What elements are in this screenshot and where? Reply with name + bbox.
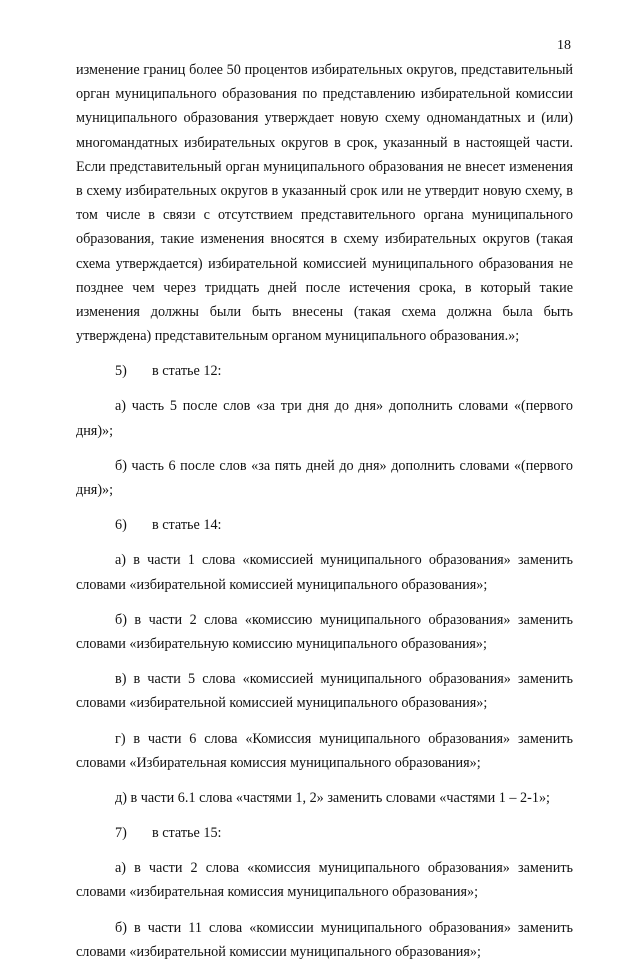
item-6-heading — [76, 513, 573, 537]
item-5-a — [76, 394, 573, 442]
text-line: дня)»; — [76, 422, 114, 439]
text-line: изменение границ более 50 процентов избирательных округов, представительный — [76, 62, 573, 78]
item-7-a — [76, 856, 573, 904]
item-text: в статье 15: — [152, 825, 222, 842]
text-line: б) в части 2 слова «комиссию муниципального образования» заменить — [115, 611, 573, 628]
text-line: а) в части 2 слова «комиссия муниципального образования» заменить — [115, 860, 573, 877]
item-6-b — [76, 608, 573, 656]
item-7-b — [76, 916, 573, 964]
text-line: словами «избирательной комиссией муниципального образования»; — [76, 695, 488, 712]
text-line: г) в части 6 слова «Комиссия муниципального образования» заменить — [115, 730, 573, 747]
text-line: б) в части 11 слова «комиссии муниципального образования» заменить — [115, 919, 573, 936]
text-line: муниципального образования утверждает новую схему одномандатных и (или) — [76, 110, 573, 127]
text-line: изменения должны были быть внесены (такая схема должна была быть — [76, 303, 573, 320]
text-line: словами «избирательная комиссия муниципального образования»; — [76, 884, 479, 901]
text-line: словами «избирательную комиссию муниципального образования»; — [76, 635, 487, 652]
text-line: в) в части 5 слова «комиссией муниципального образования» заменить — [115, 671, 573, 688]
page-number: 18 — [557, 38, 571, 53]
paragraph-continuation — [76, 58, 573, 348]
item-number: 6) — [115, 517, 127, 534]
text-line: схема утверждается) избирательной комиссией муниципального образования не — [76, 255, 573, 272]
item-6-d: д) в части 6.1 слова «частями 1, 2» заменить словами «частями 1 – 2-1»; — [115, 789, 550, 806]
text-line: том числе в связи с отсутствием представительного органа муниципального — [76, 207, 573, 224]
text-line: в схему избирательных округов в указанный срок или не утвердит новую схему, в — [76, 182, 573, 199]
text-line: словами «избирательной комиссией муниципального образования»; — [76, 576, 488, 593]
text-line: Если представительный орган муниципального образования не внесет изменения — [76, 158, 573, 175]
text-line: словами «избирательной комиссии муниципального образования»; — [76, 943, 481, 960]
text-line: орган муниципального образования по представлению избирательной комиссии — [76, 86, 573, 103]
item-6-g — [76, 727, 573, 775]
text-line: дня)»; — [76, 482, 114, 498]
text-line: позднее чем через тридцать дней после истечения срока, в который такие — [76, 279, 573, 296]
text-line: многомандатных избирательных округов в срок, указанный в настоящей части. — [76, 134, 573, 151]
item-text: в статье 12: — [152, 363, 222, 380]
item-text: в статье 14: — [152, 517, 222, 534]
item-number: 7) — [115, 825, 127, 842]
text-line: утверждена) представительным органом муниципального образования.»; — [76, 328, 520, 345]
item-5-heading — [76, 359, 573, 383]
text-line: образования, такие изменения вносятся в схему избирательных округов (такая — [76, 231, 573, 248]
item-number: 5) — [115, 363, 127, 380]
text-line: б) часть 6 после слов «за пять дней до дня» дополнить словами «(первого — [115, 457, 573, 474]
document-body — [76, 58, 573, 964]
text-line: словами «Избирательная комиссия муниципального образования»; — [76, 754, 481, 771]
item-6-v — [76, 667, 573, 715]
text-line: а) в части 1 слова «комиссией муниципального образования» заменить — [115, 552, 573, 569]
item-5-b — [76, 454, 573, 502]
item-7-heading — [76, 821, 573, 845]
text-line: а) часть 5 после слов «за три дня до дня» дополнить словами «(первого — [115, 398, 573, 415]
item-6-a — [76, 548, 573, 596]
